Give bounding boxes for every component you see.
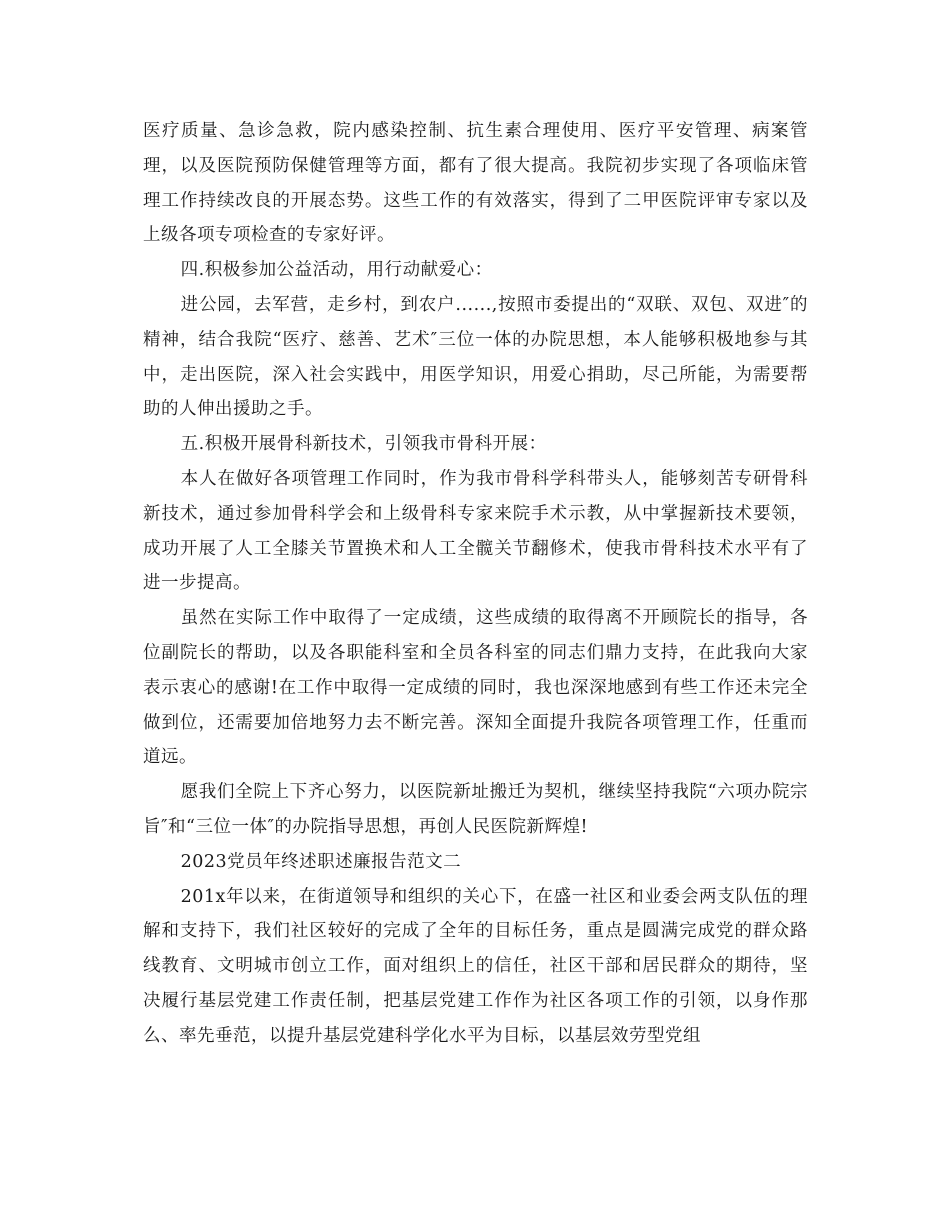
paragraph-outlook: 愿我们全院上下齐心努力，以医院新址搬迁为契机，继续坚持我院“六项办院宗旨″和“三位一体″的办院指导思想，再创人民医院新辉煌! [143, 782, 808, 837]
paragraph-acknowledgement: 虽然在实际工作中取得了一定成绩，这些成绩的取得离不开顾院长的指导，各位副院长的帮助，以及各职能科室和全员各科室的同志们鼎力支持，在此我向大家表示衷心的感谢!在工作中取得一定成绩的同时，我也深深地感到有些工作还未完全做到位，还需要加倍地努力去不断完善。深知全面提升我院各项管理工作，任重而道远。 [143, 608, 808, 768]
paragraph-orthopedics-technology: 本人在做好各项管理工作同时，作为我市骨科学科带头人，能够刻苦专研骨科新技术，通过参加骨科学会和上级骨科专家来院手术示教，从中掌握新技术要领，成功开展了人工全膝关节置换术和人工全髋关节翻修术，使我市骨科技术水平有了进一步提高。 [143, 468, 808, 594]
paragraph-charity-activities: 进公园，去军营，走乡村，到农户......,按照市委提出的“双联、双包、双进″的精神，结合我院“医疗、慈善、艺术″三位一体的办院思想，本人能够积极地参与其中，走出医院，深入社会实践中，用医学知识，用爱心捐助，尽己所能，为需要帮助的人伸出援助之手。 [143, 294, 808, 420]
paragraph-community-work: 201x年以来，在街道领导和组织的关心下，在盛一社区和业委会两支队伍的理解和支持下，我们社区较好的完成了全年的目标任务，重点是圆满完成党的群众路线教育、文明城市创立工作，面对组织上的信任，社区干部和居民群众的期待，坚决履行基层党建工作责任制，把基层党建工作作为社区各项工作的引领，以身作那么、率先垂范，以提升基层党建科学化水平为目标，以基层效劳型党组 [143, 886, 808, 1046]
paragraph-quality-management: 医疗质量、急诊急救，院内感染控制、抗生素合理使用、医疗平安管理、病案管理，以及医院预防保健管理等方面，都有了很大提高。我院初步实现了各项临床管理工作持续改良的开展态势。这些工作的有效落实，得到了二甲医院评审专家以及上级各项专项检查的专家好评。 [143, 121, 808, 246]
section-heading-charity: 四.积极参加公益活动，用行动献爱心： [180, 260, 493, 281]
section-heading-report-two: 2023党员年终述职述廉报告范文二 [180, 851, 462, 872]
document-body [143, 114, 808, 1054]
section-heading-orthopedics: 五.积极开展骨科新技术，引领我市骨科开展： [180, 434, 547, 455]
